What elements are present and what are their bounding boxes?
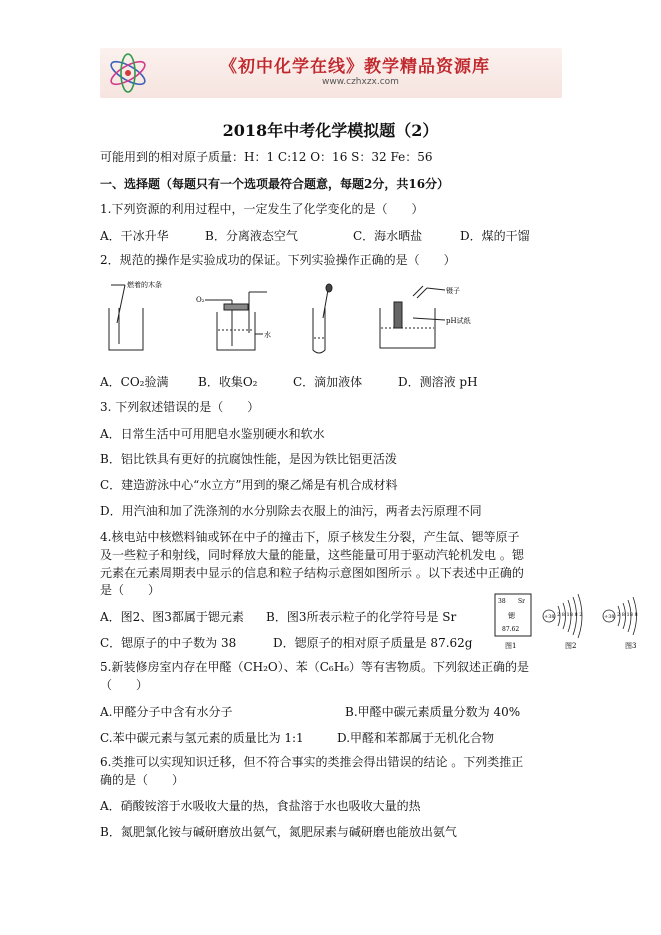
- q6-option-a: A．硝酸铵溶于水吸收大量的热，食盐溶于水也吸收大量的热: [100, 799, 421, 813]
- q2-option-b: B．收集O₂: [198, 375, 258, 389]
- fig-label-water: 水: [264, 331, 271, 339]
- exam-title: 2018年中考化学模拟题（2）: [222, 121, 439, 140]
- fig1-symbol: Sr: [518, 598, 525, 605]
- q1-option-b: B．分离液态空气: [205, 229, 298, 243]
- q4-option-b: B．图3所表示粒子的化学符号是 Sr: [266, 610, 457, 624]
- fig3-nucleus: +38: [604, 614, 615, 620]
- banner-url: www.czhxzx.com: [322, 77, 399, 87]
- bottle-with-stick-figure: [109, 285, 143, 350]
- atomic-mass-line: 可能用到的相对原子质量：H：1 C:12 O：16 S：32 Fe：56: [100, 150, 433, 164]
- banner-title: 《初中化学在线》教学精品资源库: [220, 57, 490, 77]
- fig3-caption: 图3: [625, 642, 637, 650]
- fig1-caption: 图1: [505, 642, 517, 650]
- q2-figures: [95, 278, 535, 360]
- q2-stem: 2．规范的操作是实验成功的保证。下列实验操作正确的是（ ）: [100, 253, 456, 267]
- q5-stem-line1: 5.新装修房室内存在甲醛（CH₂O）、苯（C₆H₆）等有害物质。下列叙述正确的是: [100, 660, 530, 674]
- q2-option-a: A．CO₂验满: [100, 375, 169, 389]
- q5-stem-line2: （ ）: [100, 678, 149, 692]
- q6-option-b: B．氮肥氯化铵与碱研磨放出氨气，氮肥尿素与碱研磨也能放出氨气: [100, 825, 457, 839]
- dropper-tube-figure: [313, 284, 332, 353]
- q4-option-a: A．图2、图3都属于锶元素: [100, 610, 244, 624]
- q4-stem-line3: 元素在元素周期表中显示的信息和粒子结构示意图如图所示 。以下表述中正确的: [100, 566, 524, 580]
- fig-label-tweezers: 镊子: [446, 287, 460, 295]
- q2-option-d: D．测溶液 pH: [398, 375, 478, 389]
- fig-label-stick: 燃着的木条: [127, 281, 162, 289]
- q4-stem-line4: 是（ ）: [100, 583, 161, 597]
- fig3-shells: 2 8 18 8: [617, 612, 638, 618]
- q6-stem-line2: 确的是（ ）: [100, 773, 185, 787]
- q3-option-a: A．日常生活中可用肥皂水鉴别硬水和软水: [100, 427, 325, 441]
- q1-option-a: A．干冰升华: [100, 229, 169, 243]
- gas-bottle-figure: [205, 292, 267, 350]
- q4-stem-line2: 及一些粒子和射线，同时释放大量的能量，这些能量可用于驱动汽轮机发电 。锶: [100, 548, 524, 562]
- fig-label-o2: O₂: [196, 296, 205, 304]
- header-banner: [100, 48, 562, 98]
- q4-option-d: D．锶原子的相对原子质量是 87.62g: [273, 636, 473, 650]
- q5-option-a: A.甲醛分子中含有水分子: [100, 705, 233, 719]
- q4-option-c: C．锶原子的中子数为 38: [100, 636, 237, 650]
- q2-option-c: C．滴加液体: [293, 375, 363, 389]
- q3-option-c: C．建造游泳中心“水立方”用到的聚乙烯是有机合成材料: [100, 478, 398, 492]
- q3-option-d: D．用汽油和加了洗涤剂的水分别除去衣服上的油污，两者去污原理不同: [100, 504, 482, 518]
- fig1-name: 锶: [508, 612, 515, 620]
- q3-stem: 3. 下列叙述错误的是（ ）: [100, 400, 260, 414]
- beaker-ph-figure: [380, 286, 445, 348]
- q1-option-c: C．海水晒盐: [353, 229, 423, 243]
- fig-label-paper: pH试纸: [446, 317, 471, 325]
- fig2-shells: 2 8 18 8 2: [557, 612, 583, 618]
- q3-option-b: B．铝比铁具有更好的抗腐蚀性能，是因为铁比铝更活泼: [100, 452, 397, 466]
- fig2-caption: 图2: [565, 642, 577, 650]
- fig2-nucleus: +38: [544, 614, 555, 620]
- q5-option-b: B.甲醛中碳元素质量分数为 40%: [345, 705, 521, 719]
- q5-option-d: D.甲醛和苯都属于无机化合物: [337, 731, 495, 745]
- periodic-cell-figure: [495, 594, 531, 636]
- fig1-number: 38: [498, 598, 506, 605]
- q4-figures: [485, 588, 655, 652]
- q5-option-c: C.苯中碳元素与氢元素的质量比为 1:1: [100, 731, 304, 745]
- section-heading: 一、选择题（每题只有一个选项最符合题意，每题2分，共16分）: [100, 177, 450, 191]
- q4-stem-line1: 4.核电站中核燃料铀或钚在中子的撞击下，原子核发生分裂，产生氙、锶等原子: [100, 530, 520, 544]
- q6-stem-line1: 6.类推可以实现知识迁移，但不符合事实的类推会得出错误的结论 。下列类推正: [100, 755, 524, 769]
- q1-stem: 1.下列资源的利用过程中，一定发生了化学变化的是（ ）: [100, 202, 424, 216]
- fig1-mass: 87.62: [502, 626, 520, 633]
- atom-logo-icon: [106, 51, 150, 95]
- q1-option-d: D．煤的干馏: [460, 229, 530, 243]
